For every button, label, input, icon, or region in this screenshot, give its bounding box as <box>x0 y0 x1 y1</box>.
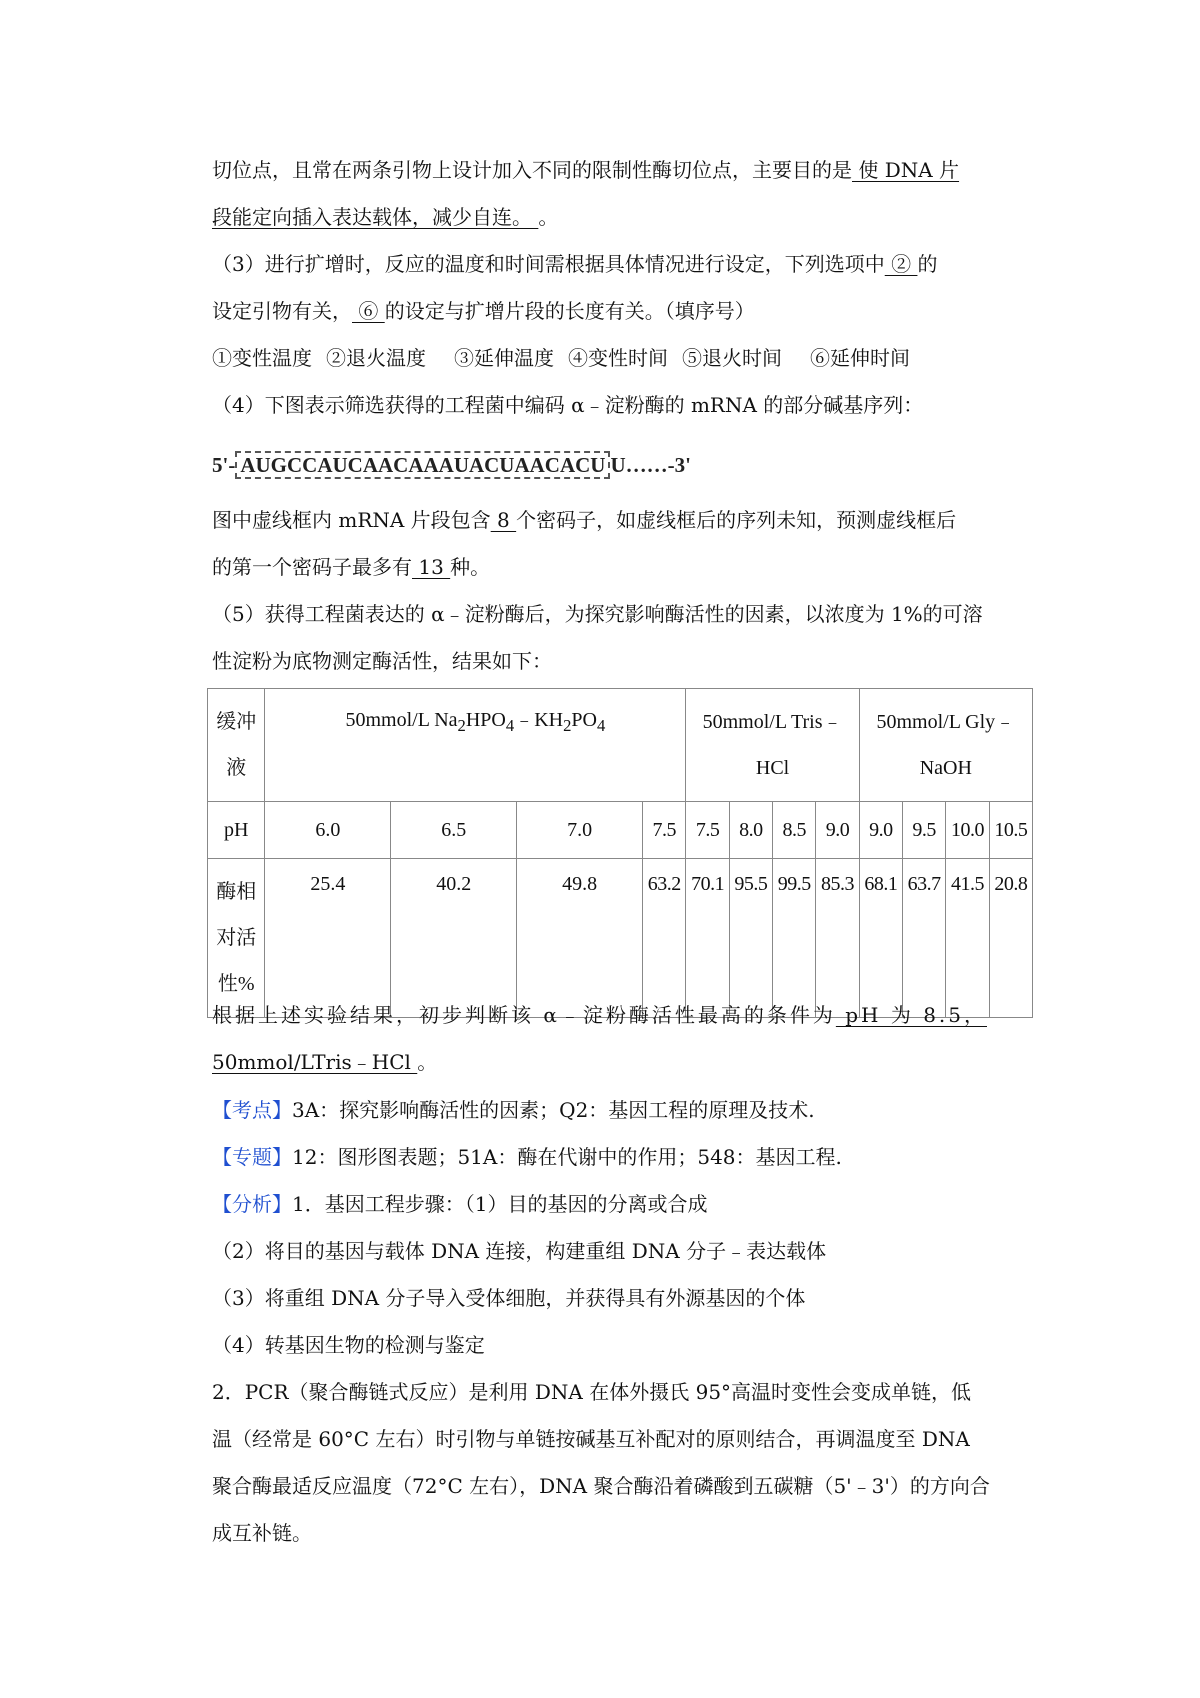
question-text: 的设定与扩增片段的长度有关。（填序号） <box>384 299 755 323</box>
cell-text: 50mmol/L Gly﹣ <box>876 711 1016 733</box>
table-cell: 6.0 <box>265 802 391 859</box>
table-cell: 8.5 <box>773 802 816 859</box>
table-cell: 85.3 <box>816 859 859 1018</box>
dashed-box-sequence: AUGCCAUCAACAAAUACUAACACU <box>235 451 610 479</box>
question-4-line <box>212 505 1024 535</box>
fenxi-text: 1．基因工程步骤：（1）目的基因的分离或合成 <box>292 1192 708 1216</box>
question-text: 的第一个密码子最多有 <box>212 555 412 579</box>
table-cell: 20.8 <box>989 859 1032 1018</box>
table-cell: 41.5 <box>946 859 989 1018</box>
sequence-prefix: 5'- <box>212 453 236 477</box>
table-cell: 10.0 <box>946 802 989 859</box>
buffer-gly-cell <box>859 689 1032 802</box>
table-cell: 9.0 <box>859 802 902 859</box>
para-text: 切位点，且常在两条引物上设计加入不同的限制性酶切位点，主要目的是 <box>212 158 852 182</box>
table-cell: 9.5 <box>903 802 946 859</box>
conclusion-text: 。 <box>417 1050 438 1074</box>
fenxi-line: （2）将目的基因与载体 DNA 连接，构建重组 DNA 分子﹣表达载体 <box>212 1239 827 1263</box>
fenxi-line: 聚合酶最适反应温度（72°C 左右），DNA 聚合酶沿着磷酸到五碳糖（5'﹣3'）的方向合 <box>212 1474 990 1498</box>
table-cell: 10.5 <box>989 802 1032 859</box>
fenxi-line: （4）转基因生物的检测与鉴定 <box>212 1333 485 1357</box>
buffer-tris-cell <box>686 689 859 802</box>
cell-text: 对活 <box>216 927 257 949</box>
option-item: ②退火温度 <box>326 346 426 370</box>
answer-blank: 50mmol/LTris﹣HCl <box>212 1050 418 1074</box>
option-item: ⑥延伸时间 <box>810 346 910 370</box>
question-text: 个密码子，如虚线框后的序列未知，预测虚线框后 <box>516 508 957 532</box>
table-cell: 9.0 <box>816 802 859 859</box>
table-cell: 63.2 <box>643 859 686 1018</box>
conclusion-line <box>212 1047 1024 1077</box>
fenxi-line: 成互补链。 <box>212 1521 312 1545</box>
question-text: （3）进行扩增时，反应的温度和时间需根据具体情况进行设定，下列选项中 <box>212 252 885 276</box>
table-cell: 8.0 <box>729 802 772 859</box>
fenxi-line: 温（经常是 60°C 左右）时引物与单链按碱基互补配对的原则结合，再调温度至 DNA <box>212 1427 970 1451</box>
cell-text: 缓冲 <box>216 711 257 733</box>
answer-blank: 段能定向插入表达载体，减少自连。 <box>212 205 539 229</box>
cell-text: NaOH <box>919 757 972 779</box>
para-line <box>212 155 1024 185</box>
table-cell: 6.5 <box>391 802 517 859</box>
answer-blank: 使 DNA 片 <box>852 158 960 182</box>
kaodian-text: 3A：探究影响酶活性的因素；Q2：基因工程的原理及技术. <box>292 1098 815 1122</box>
table-row-ph <box>208 802 1033 859</box>
answer-blank: ⑥ <box>352 299 385 323</box>
answer-blank: 8 <box>490 508 517 532</box>
conclusion-line <box>212 1000 1024 1030</box>
cell-text: 性% <box>217 973 255 995</box>
option-item: ⑤退火时间 <box>682 346 782 370</box>
ph-label-cell: pH <box>208 802 265 859</box>
option-item: ④变性时间 <box>568 346 668 370</box>
answer-blank: pH 为 8.5， <box>835 1003 987 1027</box>
question-text: 图中虚线框内 mRNA 片段包含 <box>212 508 491 532</box>
question-4-intro: （4）下图表示筛选获得的工程菌中编码 α﹣淀粉酶的 mRNA 的部分碱基序列： <box>212 393 924 417</box>
option-item: ③延伸温度 <box>454 346 554 370</box>
fenxi-line <box>212 1189 1024 1219</box>
table-cell: 7.5 <box>686 802 729 859</box>
buffer-label-cell <box>208 689 265 802</box>
option-list <box>212 343 1024 373</box>
table-cell: 7.0 <box>517 802 643 859</box>
para-text: 。 <box>538 205 559 229</box>
kaodian-line <box>212 1095 1024 1125</box>
question-5-line: （5）获得工程菌表达的 α﹣淀粉酶后，为探究影响酶活性的因素，以浓度为 1%的可溶 <box>212 602 983 626</box>
question-3-line <box>212 249 1024 279</box>
mrna-sequence <box>212 446 691 484</box>
table-row-activity <box>208 859 1033 1018</box>
sequence-suffix: U……-3' <box>610 453 691 477</box>
activity-label-cell <box>208 859 265 1018</box>
option-item: ①变性温度 <box>212 346 312 370</box>
question-text: 设定引物有关， <box>212 299 352 323</box>
enzyme-activity-table <box>207 688 1033 1018</box>
table-header-row <box>208 689 1033 802</box>
question-4-line <box>212 552 1024 582</box>
para-line <box>212 202 1024 232</box>
buffer-phosphate-cell: 50mmol/L $Na_2HPO_4﹣KH_2PO_4$ <box>265 689 686 802</box>
conclusion-text: 根据上述实验结果，初步判断该 α﹣淀粉酶活性最高的条件为 <box>212 1003 836 1027</box>
zhuanti-line <box>212 1142 1024 1172</box>
question-text: 种。 <box>450 555 491 579</box>
answer-blank: 13 <box>412 555 451 579</box>
question-5-line: 性淀粉为底物测定酶活性，结果如下： <box>212 649 552 673</box>
kaodian-tag: 【考点】 <box>212 1098 292 1122</box>
table-cell: 63.7 <box>903 859 946 1018</box>
cell-text: 液 <box>226 757 247 779</box>
fenxi-line: 2．PCR（聚合酶链式反应）是利用 DNA 在体外摄氏 95°高温时变性会变成单链，低 <box>212 1380 972 1404</box>
table-cell: 40.2 <box>391 859 517 1018</box>
zhuanti-tag: 【专题】 <box>212 1145 292 1169</box>
cell-text: 50mmol/L Tris﹣ <box>702 711 843 733</box>
table-cell: 68.1 <box>859 859 902 1018</box>
cell-text: 酶相 <box>216 881 257 903</box>
table-cell: 95.5 <box>729 859 772 1018</box>
table-cell: 7.5 <box>643 802 686 859</box>
table-cell: 25.4 <box>265 859 391 1018</box>
question-text: 的 <box>917 252 938 276</box>
cell-text: HCl <box>755 757 790 779</box>
answer-blank: ② <box>884 252 918 276</box>
table-cell: 99.5 <box>773 859 816 1018</box>
zhuanti-text: 12：图形图表题；51A：酶在代谢中的作用；548：基因工程. <box>292 1145 842 1169</box>
fenxi-tag: 【分析】 <box>212 1192 292 1216</box>
fenxi-line: （3）将重组 DNA 分子导入受体细胞，并获得具有外源基因的个体 <box>212 1286 806 1310</box>
table-cell: 49.8 <box>517 859 643 1018</box>
table-cell: 70.1 <box>686 859 729 1018</box>
question-3-line <box>212 296 1024 326</box>
